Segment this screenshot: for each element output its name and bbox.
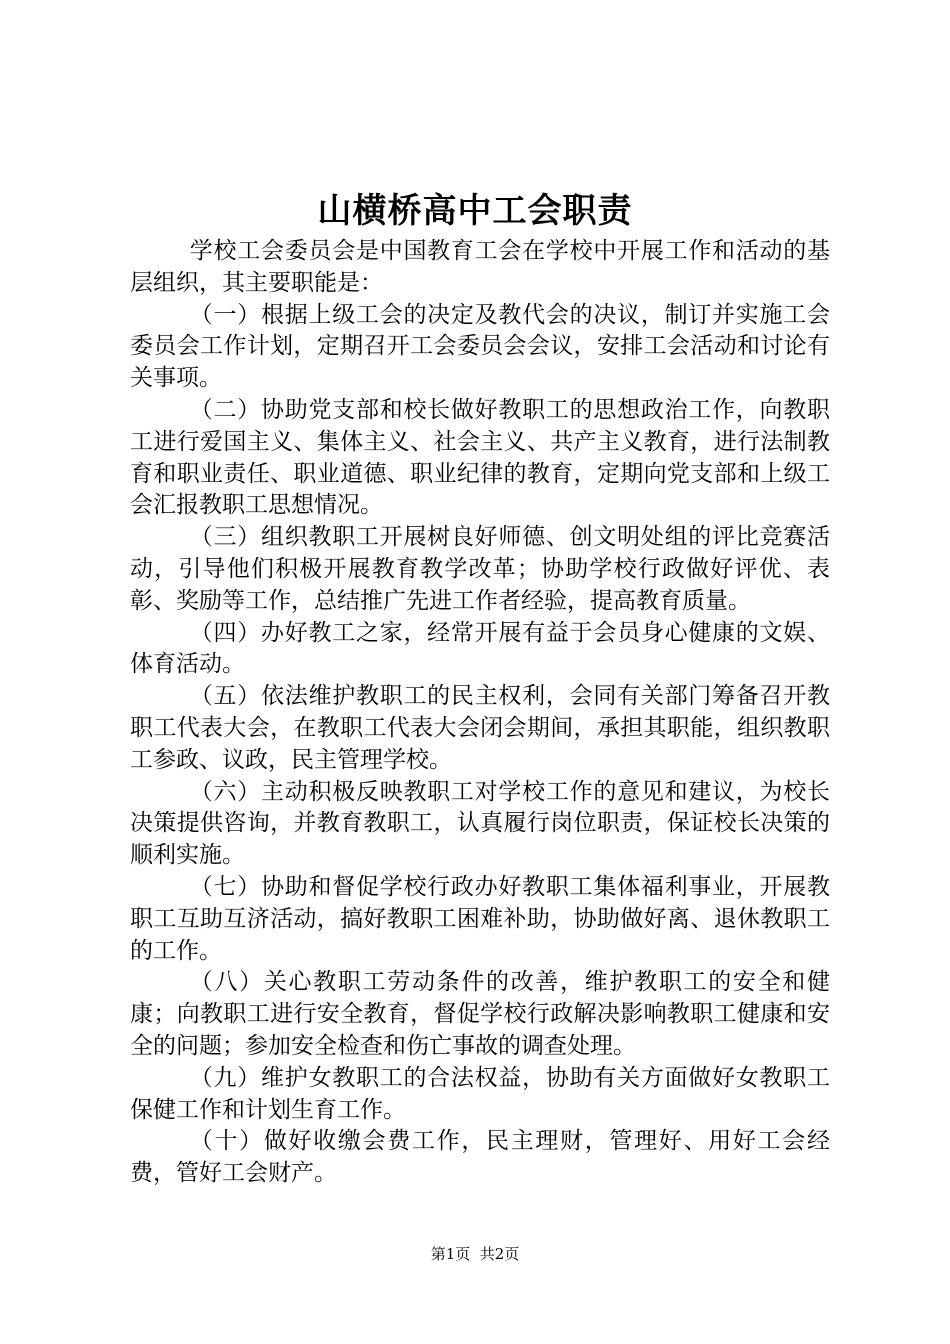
paragraph-item-3: （三）组织教职工开展树良好师德、创文明处组的评比竞赛活动，引导他们积极开展教育教学改革；协助学校行政做好评优、表彰、奖励等工作，总结推广先进工作者经验，提高教育质量。 xyxy=(130,524,830,614)
paragraph-item-10: （十）做好收缴会费工作，民主理财，管理好、用好工会经费，管好工会财产。 xyxy=(130,1128,830,1187)
document-body xyxy=(130,236,830,1190)
paragraph-item-1: （一）根据上级工会的决定及教代会的决议，制订并实施工会委员会工作计划，定期召开工会委员会会议，安排工会活动和讨论有关事项。 xyxy=(130,301,830,392)
paragraph-item-5: （五）依法维护教职工的民主权利，会同有关部门筹备召开教职工代表大会，在教职工代表大会闭会期间，承担其职能，组织教职工参政、议政，民主管理学校。 xyxy=(130,683,830,773)
paragraph-item-2: （二）协助党支部和校长做好教职工的思想政治工作，向教职工进行爱国主义、集体主义、社会主义、共产主义教育，进行法制教育和职业责任、职业道德、职业纪律的教育，定期向党支部和上级工会汇报教职工思想情况。 xyxy=(130,396,830,519)
page-title: 山横桥高中工会职责 xyxy=(317,191,633,231)
paragraph-item-6: （六）主动积极反映教职工对学校工作的意见和建议，为校长决策提供咨询，并教育教职工，认真履行岗位职责，保证校长决策的顺利实施。 xyxy=(130,778,830,869)
paragraph-item-7: （七）协助和督促学校行政办好教职工集体福利事业，开展教职工互助互济活动，搞好教职工困难补助，协助做好离、退休教职工的工作。 xyxy=(130,873,830,964)
paragraph-item-9: （九）维护女教职工的合法权益，协助有关方面做好女教职工保健工作和计划生育工作。 xyxy=(130,1064,830,1123)
paragraph-intro: 学校工会委员会是中国教育工会在学校中开展工作和活动的基层组织，其主要职能是： xyxy=(130,238,830,296)
page-number-footer: 第1页 共2页 xyxy=(430,1245,520,1263)
paragraph-item-4: （四）办好教工之家，经常开展有益于会员身心健康的文娱、体育活动。 xyxy=(130,619,830,678)
paragraph-item-8: （八）关心教职工劳动条件的改善，维护教职工的安全和健康；向教职工进行安全教育，督促学校行政解决影响教职工健康和安全的问题；参加安全检查和伤亡事故的调查处理。 xyxy=(130,969,830,1059)
